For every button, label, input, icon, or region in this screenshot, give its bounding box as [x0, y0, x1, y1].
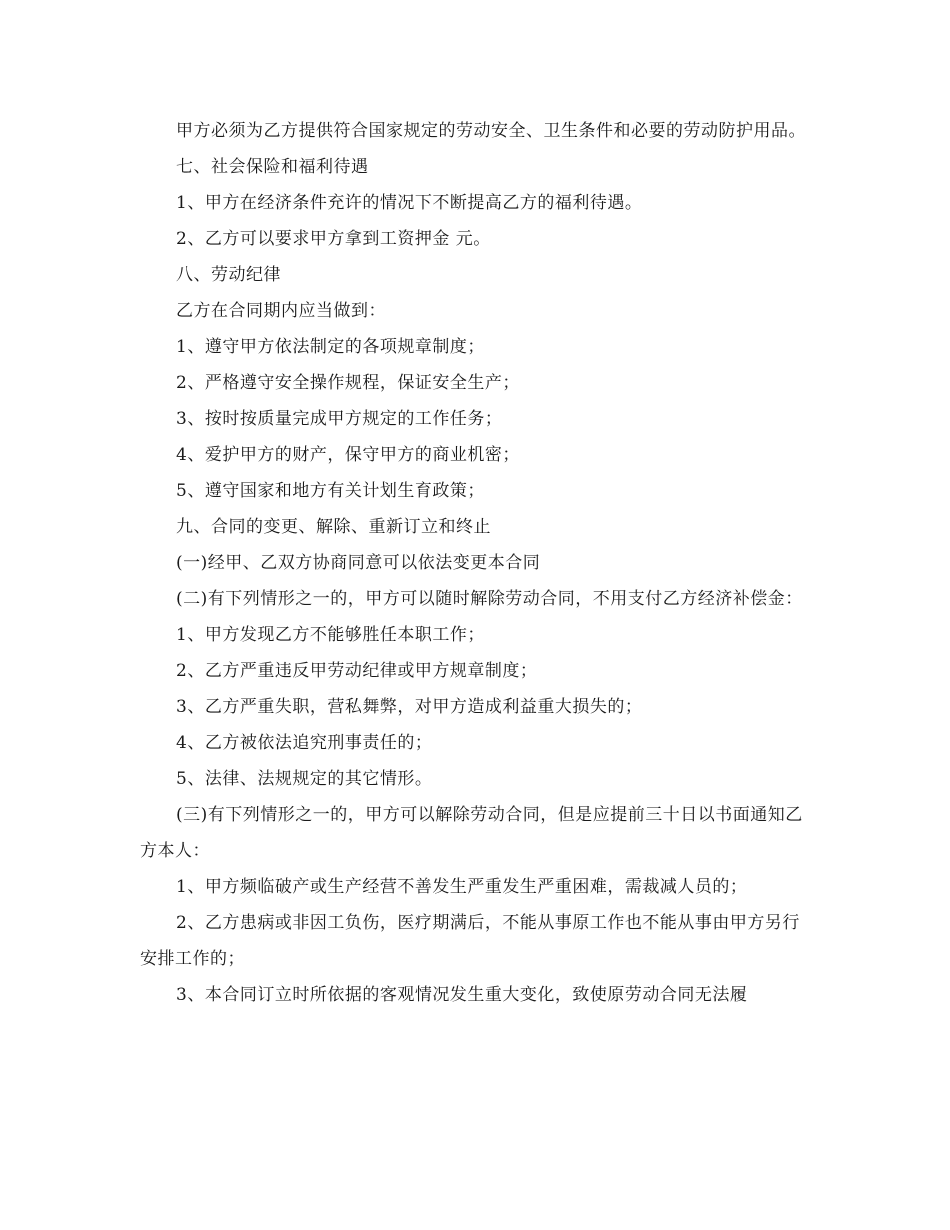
list-item: 1、遵守甲方依法制定的各项规章制度； — [176, 337, 485, 357]
list-item: 5、遵守国家和地方有关计划生育政策； — [176, 481, 485, 501]
paragraph: 乙方在合同期内应当做到： — [176, 301, 386, 321]
list-item: 2、严格遵守安全操作规程，保证安全生产； — [176, 373, 520, 393]
list-item: 3、按时按质量完成甲方规定的工作任务； — [176, 409, 503, 429]
document-body — [140, 113, 812, 1013]
paragraph: 1、甲方在经济条件充许的情况下不断提高乙方的福利待遇。 — [176, 193, 643, 213]
list-item: 4、乙方被依法追究刑事责任的； — [176, 733, 433, 753]
section-heading-7: 七、社会保险和福利待遇 — [176, 157, 369, 177]
section-heading-8: 八、劳动纪律 — [176, 265, 281, 285]
list-item: 3、乙方严重失职，营私舞弊，对甲方造成利益重大损失的； — [176, 697, 643, 717]
paragraph-protection-supplies: 甲方必须为乙方提供符合国家规定的劳动安全、卫生条件和必要的劳动防护用品。 — [176, 121, 806, 141]
paragraph: (一)经甲、乙双方协商同意可以依法变更本合同 — [176, 553, 541, 573]
list-item: 1、甲方发现乙方不能够胜任本职工作； — [176, 625, 485, 645]
list-item: 2、乙方严重违反甲劳动纪律或甲方规章制度； — [176, 661, 538, 681]
paragraph: (二)有下列情形之一的，甲方可以随时解除劳动合同，不用支付乙方经济补偿金： — [176, 589, 803, 609]
list-item: 4、爱护甲方的财产，保守甲方的商业机密； — [176, 445, 520, 465]
paragraph: (三)有下列情形之一的，甲方可以解除劳动合同，但是应提前三十日以书面通知乙方本人： — [140, 805, 803, 861]
list-item: 2、乙方患病或非因工负伤，医疗期满后，不能从事原工作也不能从事由甲方另行安排工作的； — [140, 913, 800, 969]
paragraph: 2、乙方可以要求甲方拿到工资押金 元。 — [176, 229, 491, 249]
section-heading-9: 九、合同的变更、解除、重新订立和终止 — [176, 517, 491, 537]
list-item: 5、法律、法规规定的其它情形。 — [176, 769, 433, 789]
list-item: 1、甲方频临破产或生产经营不善发生严重发生严重困难，需裁减人员的； — [176, 877, 748, 897]
list-item: 3、本合同订立时所依据的客观情况发生重大变化，致使原劳动合同无法履 — [176, 985, 748, 1005]
